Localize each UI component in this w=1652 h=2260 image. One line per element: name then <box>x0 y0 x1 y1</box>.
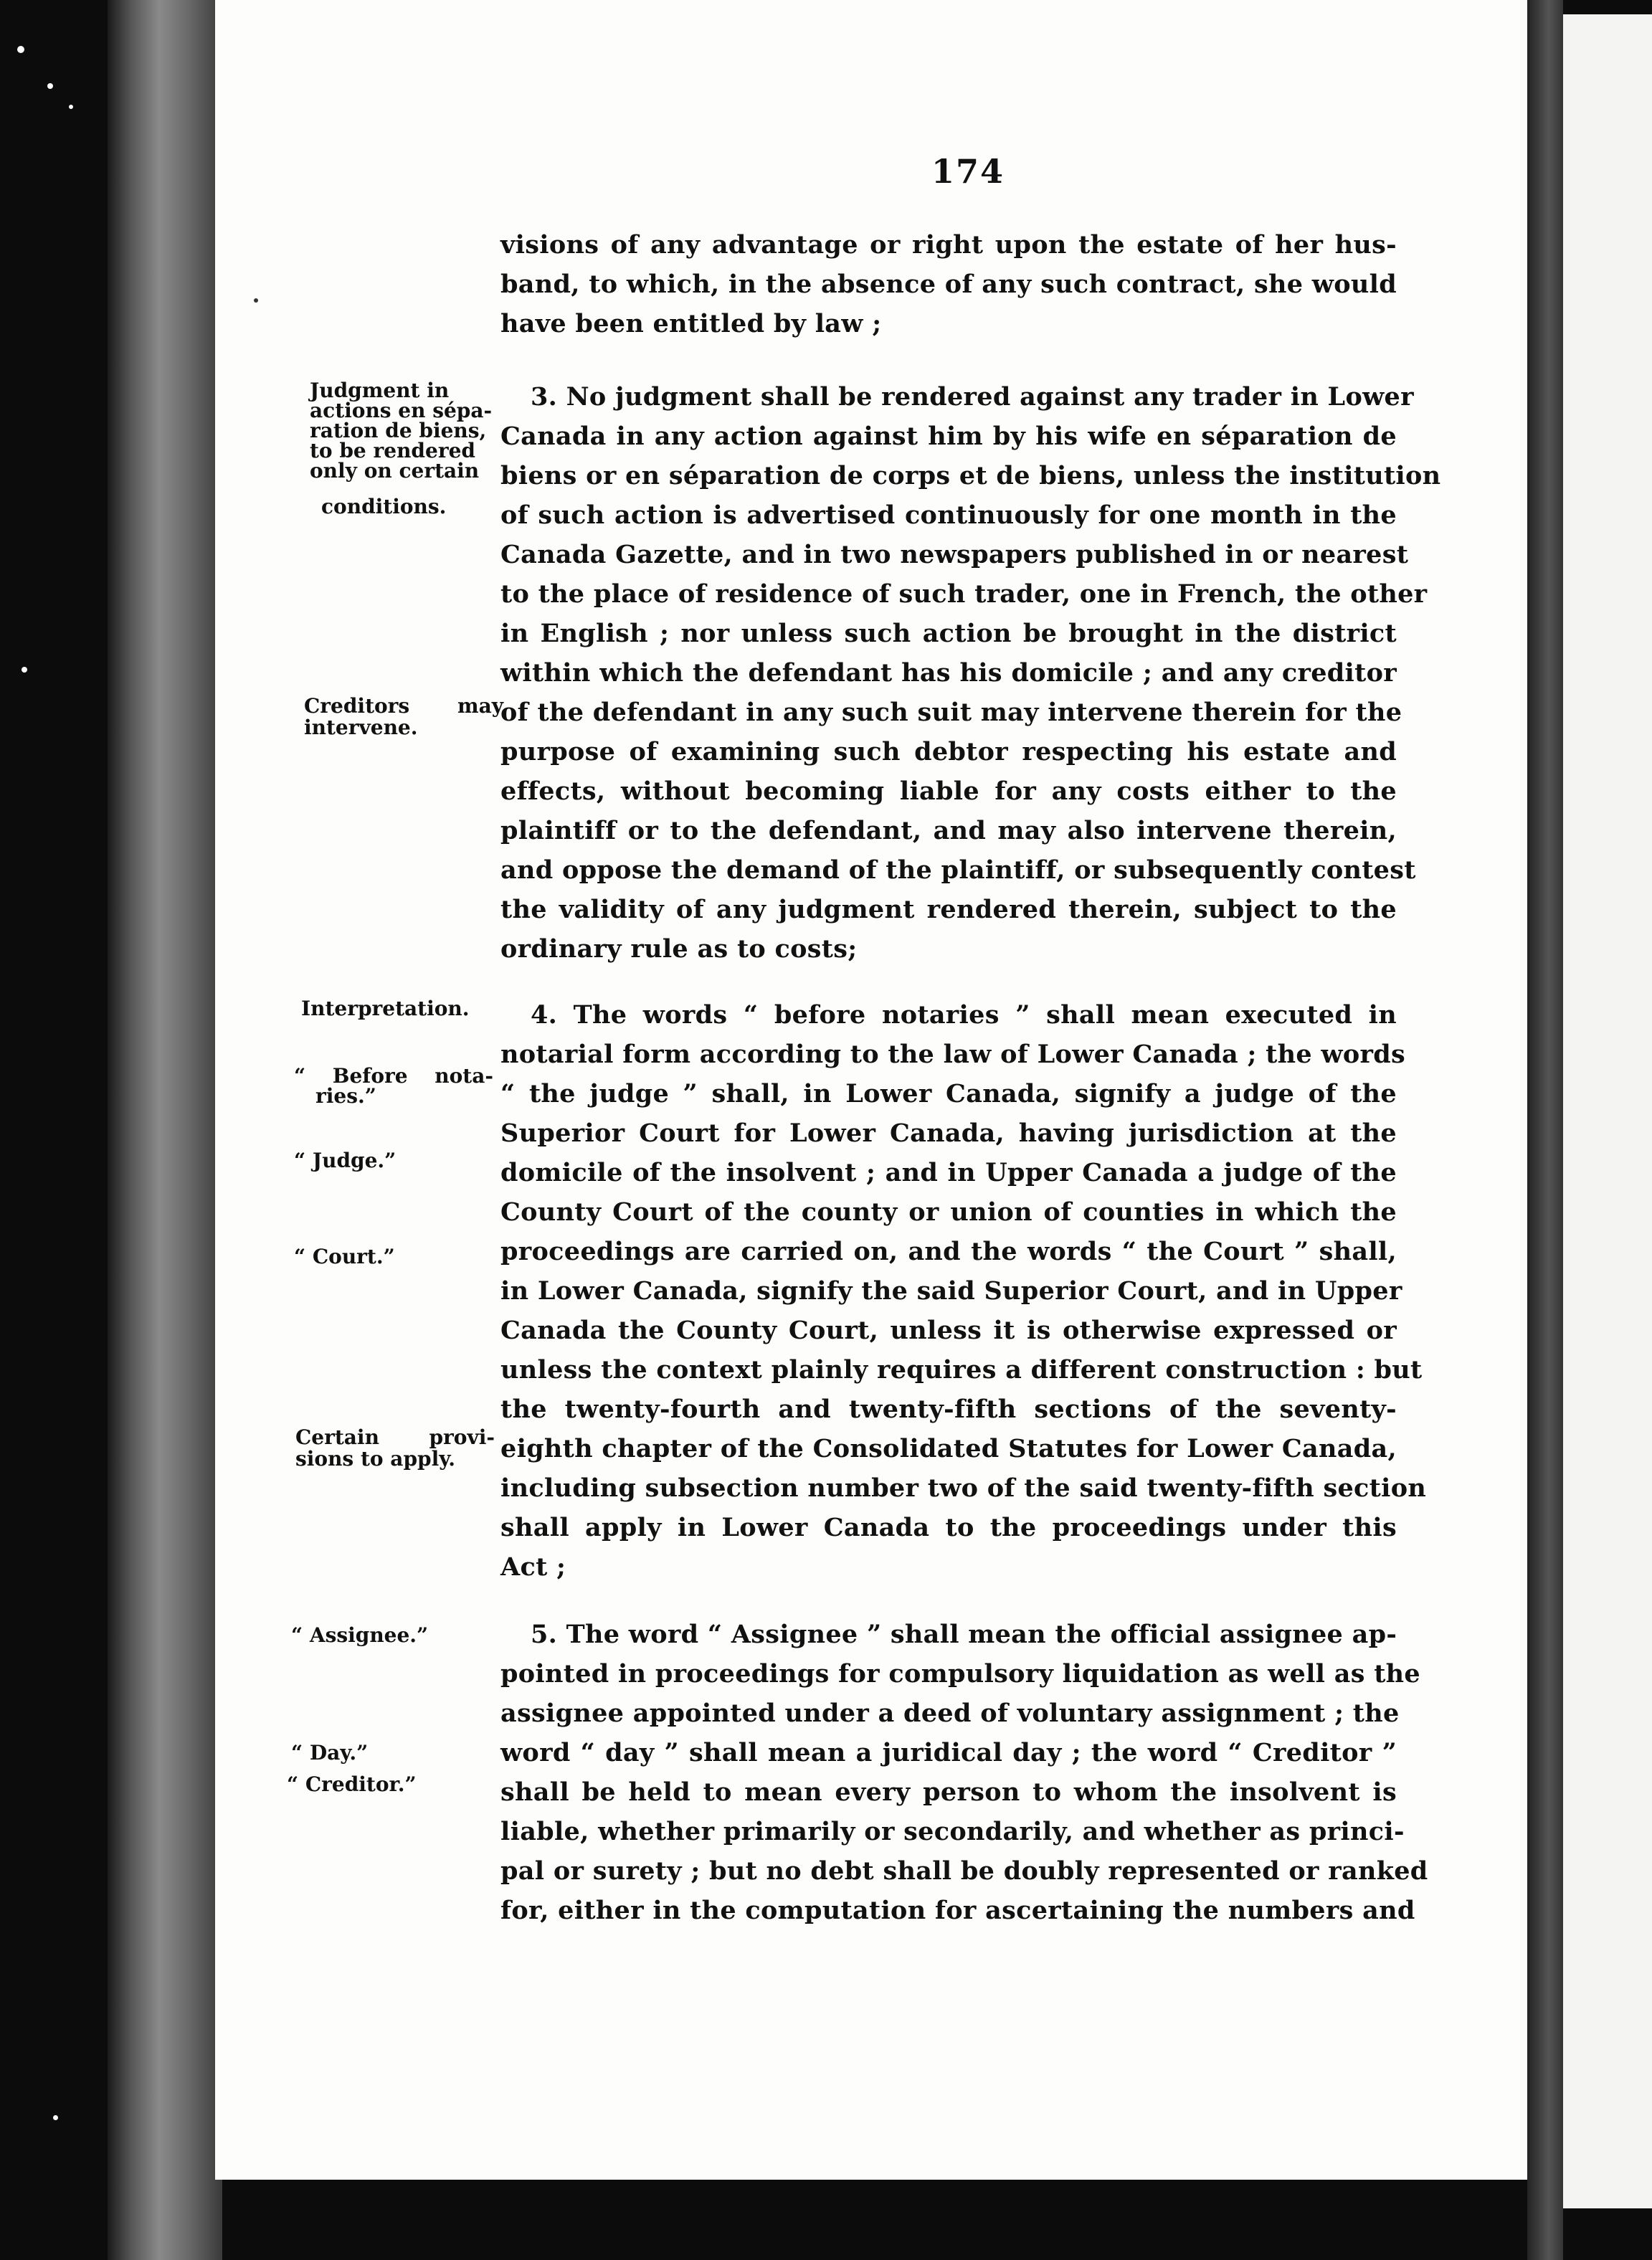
body-line: “ the judge ” shall, in Lower Canada, signify a judge of the <box>500 1079 1397 1108</box>
margin-note: “ Creditor.” <box>287 1772 417 1796</box>
body-line: unless the context plainly requires a different construction : but <box>500 1355 1423 1385</box>
body-line: of such action is advertised continuously for one month in the <box>500 500 1397 530</box>
body-line: the twenty-fourth and twenty-fifth sections of the seventy- <box>500 1395 1397 1424</box>
margin-note: Creditors may <box>304 694 503 718</box>
body-line: 3. No judgment shall be rendered against any trader in Lower <box>531 382 1414 412</box>
body-line: Canada Gazette, and in two newspapers published in or nearest <box>500 540 1409 569</box>
body-line: shall be held to mean every person to whom the insolvent is <box>500 1777 1397 1807</box>
page-edge-shadow <box>1527 0 1563 2260</box>
body-line: ordinary rule as to costs; <box>500 934 858 964</box>
body-line: Canada the County Court, unless it is otherwise expressed or <box>500 1316 1397 1345</box>
margin-note: Judgment in <box>310 379 450 402</box>
book-spine-shadow <box>108 0 222 2260</box>
body-line: pointed in proceedings for compulsory liquidation as well as the <box>500 1659 1420 1689</box>
body-line: visions of any advantage or right upon the estate of her hus- <box>500 230 1397 260</box>
margin-note: “ Assignee.” <box>291 1623 429 1647</box>
body-line: and oppose the demand of the plaintiff, or subsequently contest <box>500 855 1416 885</box>
body-line: County Court of the county or union of counties in which the <box>500 1197 1397 1227</box>
body-line: proceedings are carried on, and the words “ the Court ” shall, <box>500 1237 1397 1266</box>
margin-note: Interpretation. <box>301 997 470 1020</box>
scan-speck <box>22 667 27 673</box>
body-line: Canada in any action against him by his wife en séparation de <box>500 422 1397 451</box>
body-line: assignee appointed under a deed of voluntary assignment ; the <box>500 1699 1400 1728</box>
margin-note: Certain provi- <box>295 1425 495 1449</box>
body-line: shall apply in Lower Canada to the proceedings under this <box>500 1513 1397 1542</box>
body-line: biens or en séparation de corps et de biens, unless the institution <box>500 461 1441 490</box>
margin-note: “ Before nota- <box>294 1064 493 1088</box>
body-line: in English ; nor unless such action be brought in the district <box>500 619 1397 648</box>
scan-speck <box>53 2115 58 2120</box>
body-line: eighth chapter of the Consolidated Statutes for Lower Canada, <box>500 1434 1397 1463</box>
body-line: band, to which, in the absence of any such contract, she would <box>500 270 1397 299</box>
margin-note: ries.” <box>315 1084 376 1108</box>
scan-speck <box>47 83 53 89</box>
margin-note: only on certain <box>310 459 480 483</box>
body-line: 5. The word “ Assignee ” shall mean the official assignee ap- <box>531 1620 1397 1649</box>
margin-note: sions to apply. <box>295 1447 456 1471</box>
body-line: 4. The words “ before notaries ” shall mean executed in <box>531 1000 1397 1030</box>
body-line: including subsection number two of the said twenty-fifth section <box>500 1473 1427 1503</box>
body-line: within which the defendant has his domicile ; and any creditor <box>500 658 1397 688</box>
body-line: in Lower Canada, signify the said Superior Court, and in Upper <box>500 1276 1402 1306</box>
body-line: have been entitled by law ; <box>500 309 882 338</box>
body-line: effects, without becoming liable for any costs either to the <box>500 777 1397 806</box>
body-line: word “ day ” shall mean a juridical day ; the word “ Creditor ” <box>500 1738 1397 1767</box>
body-line: pal or surety ; but no debt shall be doubly represented or ranked <box>500 1856 1428 1886</box>
margin-note: to be rendered <box>310 439 475 462</box>
page-number: 174 <box>931 152 1005 191</box>
margin-note: “ Day.” <box>291 1741 369 1765</box>
body-line: notarial form according to the law of Lower Canada ; the words <box>500 1040 1406 1069</box>
scan-speck <box>69 105 73 109</box>
body-line: Act ; <box>500 1552 566 1582</box>
body-line: Superior Court for Lower Canada, having jurisdiction at the <box>500 1119 1397 1148</box>
adjacent-page <box>1563 14 1652 2208</box>
body-line: of the defendant in any such suit may intervene therein for the <box>500 698 1402 727</box>
margin-note: “ Judge.” <box>294 1149 397 1172</box>
margin-note: intervene. <box>304 716 418 739</box>
margin-note: ration de biens, <box>310 419 487 442</box>
margin-note: “ Court.” <box>294 1245 395 1268</box>
body-line: domicile of the insolvent ; and in Upper Canada a judge of the <box>500 1158 1397 1187</box>
body-line: the validity of any judgment rendered therein, subject to the <box>500 895 1397 924</box>
body-line: plaintiff or to the defendant, and may also intervene therein, <box>500 816 1397 845</box>
body-line: liable, whether primarily or secondarily, and whether as princi- <box>500 1817 1405 1846</box>
margin-note: actions en sépa- <box>310 399 493 422</box>
body-line: for, either in the computation for ascertaining the numbers and <box>500 1896 1415 1925</box>
page-mark <box>254 298 258 303</box>
scan-speck <box>17 46 24 53</box>
body-line: purpose of examining such debtor respecting his estate and <box>500 737 1397 766</box>
body-line: to the place of residence of such trader, one in French, the other <box>500 579 1428 609</box>
margin-note: conditions. <box>321 495 447 518</box>
